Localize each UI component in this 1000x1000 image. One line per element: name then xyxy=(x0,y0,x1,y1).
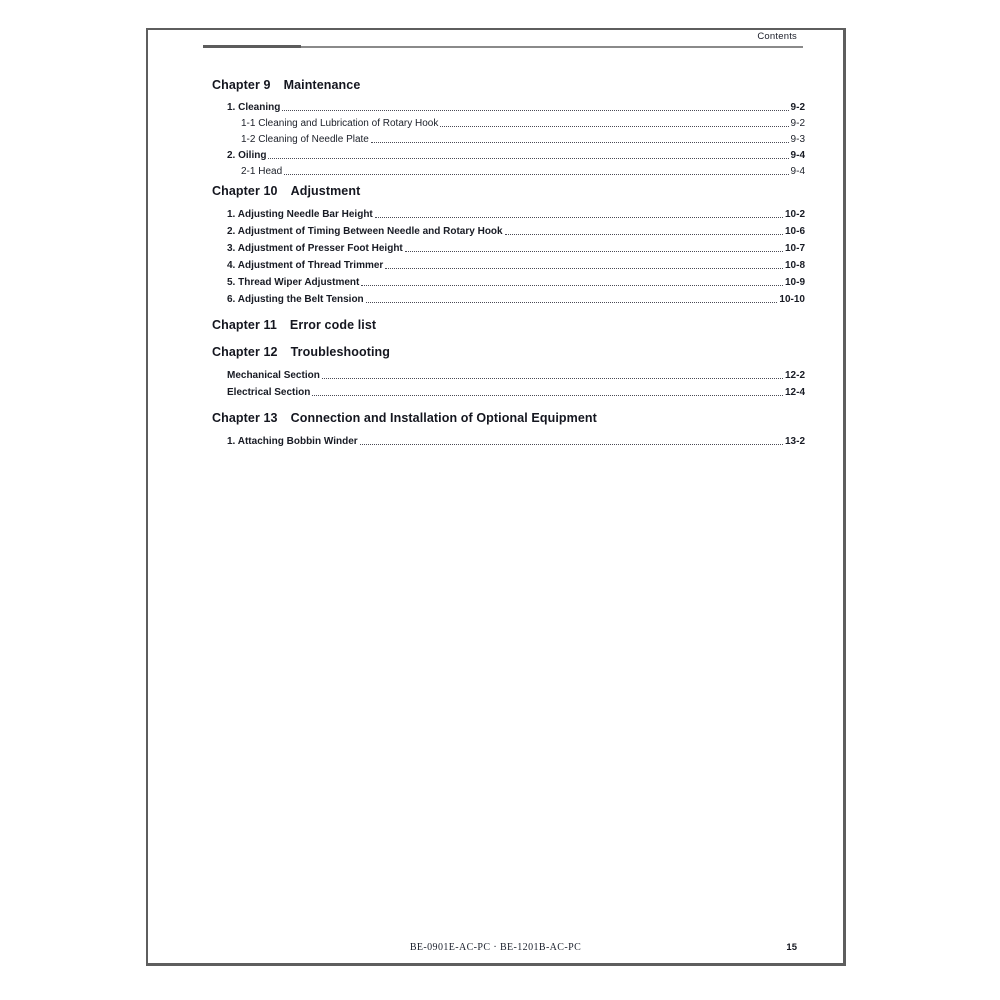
chapter-title: Troubleshooting xyxy=(290,345,391,359)
toc-entry-label: 2. Oiling xyxy=(227,150,267,161)
toc-entry-label: Electrical Section xyxy=(227,387,311,398)
chapter-number: Chapter 13 xyxy=(212,411,278,425)
toc-entry xyxy=(212,130,805,146)
toc-chapter xyxy=(212,78,805,178)
footer-page-number: 15 xyxy=(786,942,797,953)
toc-entry-page-number: 12-2 xyxy=(784,370,805,381)
chapter-title: Maintenance xyxy=(283,78,361,92)
toc-entry-label: 1. Adjusting Needle Bar Height xyxy=(227,209,373,220)
toc-chapter xyxy=(212,411,805,448)
toc-entry-label: 2. Adjustment of Timing Between Needle and Rotary Hook xyxy=(227,226,503,237)
chapter-number: Chapter 10 xyxy=(212,184,278,198)
toc-entry-label: 1-2 Cleaning of Needle Plate xyxy=(241,134,369,145)
dot-leader xyxy=(385,268,783,269)
toc-entry-label: 6. Adjusting the Belt Tension xyxy=(227,294,364,305)
chapter-title: Error code list xyxy=(289,318,377,332)
toc-entry-page-number: 9-4 xyxy=(790,150,805,161)
toc-entry-label: 5. Thread Wiper Adjustment xyxy=(227,277,360,288)
toc-entry xyxy=(212,382,805,399)
toc-entry-page-number: 10-8 xyxy=(784,260,805,271)
document-page xyxy=(146,28,846,966)
toc-entry-label: 1. Attaching Bobbin Winder xyxy=(227,436,358,447)
toc-entry-label: 3. Adjustment of Presser Foot Height xyxy=(227,243,403,254)
dot-leader xyxy=(405,251,783,252)
toc-entry xyxy=(212,289,805,306)
toc-entry xyxy=(212,272,805,289)
chapter-number: Chapter 12 xyxy=(212,345,278,359)
toc-entry xyxy=(212,255,805,272)
toc-entry xyxy=(212,221,805,238)
chapter-title: Connection and Installation of Optional Equipment xyxy=(290,411,597,425)
dot-leader xyxy=(371,142,789,143)
toc-entry-page-number: 12-4 xyxy=(784,387,805,398)
dot-leader xyxy=(284,174,788,175)
toc-entry xyxy=(212,365,805,382)
toc-entry-page-number: 9-2 xyxy=(790,102,805,113)
chapter-heading xyxy=(212,184,805,199)
toc-entry-page-number: 10-6 xyxy=(784,226,805,237)
dot-leader xyxy=(360,444,783,445)
chapter-heading xyxy=(212,411,805,426)
toc-entry xyxy=(212,162,805,178)
toc-entry xyxy=(212,204,805,221)
toc-entry-page-number: 10-2 xyxy=(784,209,805,220)
dot-leader xyxy=(361,285,783,286)
chapter-number: Chapter 9 xyxy=(212,78,271,92)
chapter-heading xyxy=(212,345,805,360)
chapter-title: Adjustment xyxy=(290,184,361,198)
dot-leader xyxy=(322,378,783,379)
page-footer xyxy=(148,942,843,958)
toc-chapter xyxy=(212,184,805,306)
table-of-contents xyxy=(212,78,805,448)
dot-leader xyxy=(440,126,788,127)
toc-entry xyxy=(212,98,805,114)
toc-entry-page-number: 10-7 xyxy=(784,243,805,254)
toc-entry-label: Mechanical Section xyxy=(227,370,320,381)
chapter-heading xyxy=(212,318,805,333)
dot-leader xyxy=(282,110,788,111)
dot-leader xyxy=(366,302,778,303)
chapter-heading xyxy=(212,78,805,93)
dot-leader xyxy=(505,234,783,235)
toc-entry xyxy=(212,431,805,448)
toc-entry-page-number: 9-2 xyxy=(790,118,805,129)
running-header-contents: Contents xyxy=(757,31,797,42)
header-rule-dark-segment xyxy=(203,45,301,48)
toc-entry-page-number: 9-4 xyxy=(790,166,805,177)
toc-entry xyxy=(212,146,805,162)
toc-entry-label: 2-1 Head xyxy=(241,166,283,177)
dot-leader xyxy=(268,158,788,159)
chapter-number: Chapter 11 xyxy=(212,318,277,332)
toc-entry-page-number: 10-10 xyxy=(779,294,805,305)
toc-entry xyxy=(212,238,805,255)
toc-entry-label: 4. Adjustment of Thread Trimmer xyxy=(227,260,384,271)
footer-model-numbers: BE-0901E-AC-PC · BE-1201B-AC-PC xyxy=(409,942,582,953)
toc-chapter xyxy=(212,345,805,399)
toc-entry-label: 1-1 Cleaning and Lubrication of Rotary Hook xyxy=(241,118,439,129)
toc-entry-page-number: 10-9 xyxy=(784,277,805,288)
toc-entry-page-number: 9-3 xyxy=(790,134,805,145)
toc-chapter xyxy=(212,318,805,333)
dot-leader xyxy=(375,217,783,218)
toc-entry-label: 1. Cleaning xyxy=(227,102,281,113)
toc-entry xyxy=(212,114,805,130)
toc-entry-page-number: 13-2 xyxy=(784,436,805,447)
dot-leader xyxy=(312,395,783,396)
